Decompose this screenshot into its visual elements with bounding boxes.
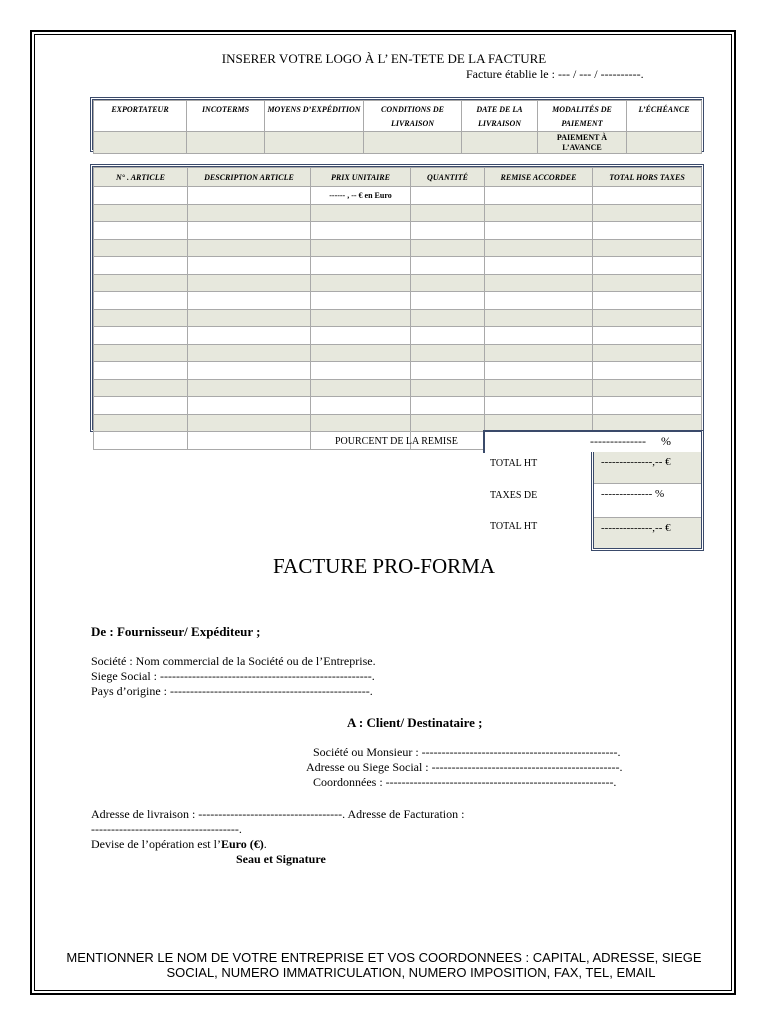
- item-cell[interactable]: [485, 397, 593, 415]
- table-row: [94, 327, 702, 345]
- item-cell[interactable]: [94, 239, 188, 257]
- client-company: Société ou Monsieur : -------------------------------------------------.: [313, 745, 621, 759]
- billing-address-line: -------------------------------------.: [91, 822, 242, 836]
- item-cell[interactable]: [485, 274, 593, 292]
- header-cell-description: DESCRIPTION ARTICLE: [188, 168, 311, 187]
- signature-label: Seau et Signature: [236, 852, 326, 866]
- item-cell[interactable]: [94, 379, 188, 397]
- item-cell[interactable]: [485, 414, 593, 432]
- table-row: [94, 362, 702, 380]
- total-ht-2-value[interactable]: --------------,-- €: [594, 518, 701, 548]
- table-row: [94, 257, 702, 275]
- value-cell-conditions-livraison[interactable]: [364, 132, 462, 154]
- item-cell[interactable]: [311, 257, 411, 275]
- item-cell[interactable]: [94, 432, 188, 450]
- item-cell[interactable]: [188, 432, 311, 450]
- header-cell-unit-price: PRIX UNITAIRE: [311, 168, 411, 187]
- item-cell[interactable]: [593, 222, 702, 240]
- item-cell[interactable]: [593, 274, 702, 292]
- table-row: [94, 292, 702, 310]
- shipping-terms-table: [90, 97, 704, 152]
- header-cell-article-number: N° . ARTICLE: [94, 168, 188, 187]
- item-cell[interactable]: [188, 257, 311, 275]
- shipping-header-row: [94, 101, 702, 132]
- header-cell-quantity: QUANTITÉ: [411, 168, 485, 187]
- item-cell[interactable]: [593, 187, 702, 205]
- item-cell[interactable]: [311, 379, 411, 397]
- client-contact: Coordonnées : ---------------------------------------------------------.: [313, 775, 617, 789]
- total-ht-2-label: TOTAL HT: [490, 521, 538, 532]
- item-cell[interactable]: [411, 414, 485, 432]
- item-cell[interactable]: [188, 379, 311, 397]
- shipping-value-row: [94, 132, 702, 154]
- table-row: [94, 204, 702, 222]
- table-row: [94, 309, 702, 327]
- header-cell-date-livraison: DATE DE LA LIVRAISON: [462, 101, 538, 132]
- delivery-address-line: Adresse de livraison : ------------------------------------. Adresse de Facturation :: [91, 807, 465, 821]
- item-cell[interactable]: [188, 362, 311, 380]
- item-cell[interactable]: [94, 362, 188, 380]
- value-cell-exportateur[interactable]: [94, 132, 187, 154]
- client-heading: A : Client/ Destinataire ;: [347, 715, 483, 730]
- item-cell[interactable]: [411, 204, 485, 222]
- item-cell[interactable]: [188, 397, 311, 415]
- value-cell-modalites-paiement[interactable]: PAIEMENT À L’AVANCE: [538, 132, 627, 154]
- table-row: [94, 414, 702, 432]
- item-cell[interactable]: [485, 344, 593, 362]
- client-address: Adresse ou Siege Social : -----------------------------------------------.: [306, 760, 623, 774]
- item-cell[interactable]: [94, 414, 188, 432]
- item-cell[interactable]: [593, 327, 702, 345]
- item-cell[interactable]: [311, 292, 411, 310]
- total-ht-label: TOTAL HT: [490, 458, 538, 469]
- logo-placeholder-text: INSERER VOTRE LOGO À L’ EN-TETE DE LA FACTURE: [221, 51, 547, 66]
- item-cell[interactable]: [311, 344, 411, 362]
- currency-prefix: Devise de l’opération est l’: [91, 837, 221, 851]
- item-cell[interactable]: [485, 187, 593, 205]
- item-cell[interactable]: [94, 257, 188, 275]
- header-cell-modalites-paiement: MODALITÉS DE PAIEMENT: [538, 101, 627, 132]
- item-cell[interactable]: [593, 397, 702, 415]
- total-ht-value[interactable]: --------------,-- €: [594, 452, 701, 484]
- item-cell[interactable]: [593, 309, 702, 327]
- item-cell[interactable]: [593, 362, 702, 380]
- item-cell[interactable]: [485, 257, 593, 275]
- value-cell-moyens-expedition[interactable]: [265, 132, 364, 154]
- items-header-row: [94, 168, 702, 187]
- currency-line: [91, 837, 267, 852]
- header-cell-moyens-expedition: MOYENS D’EXPÉDITION: [265, 101, 364, 132]
- item-cell[interactable]: [485, 292, 593, 310]
- item-cell[interactable]: [188, 274, 311, 292]
- footer-line-2: SOCIAL, NUMERO IMMATRICULATION, NUMERO IMPOSITION, FAX, TEL, EMAIL: [166, 965, 656, 980]
- table-row: [94, 274, 702, 292]
- item-cell[interactable]: [593, 257, 702, 275]
- item-cell[interactable]: [188, 344, 311, 362]
- item-cell[interactable]: [311, 397, 411, 415]
- supplier-company: Société : Nom commercial de la Société ou de l’Entreprise.: [91, 654, 376, 668]
- item-cell[interactable]: [311, 204, 411, 222]
- item-cell[interactable]: [188, 239, 311, 257]
- invoice-date-line: Facture établie le : --- / --- / ----------.: [466, 67, 644, 81]
- item-cell[interactable]: [411, 274, 485, 292]
- item-cell[interactable]: [411, 327, 485, 345]
- taxes-label: TAXES DE: [490, 490, 538, 501]
- item-cell[interactable]: [485, 204, 593, 222]
- item-cell[interactable]: [94, 344, 188, 362]
- discount-percent-value: -------------- %: [590, 434, 671, 448]
- item-cell[interactable]: [485, 222, 593, 240]
- item-cell[interactable]: [593, 379, 702, 397]
- table-row: [94, 379, 702, 397]
- item-cell[interactable]: [311, 414, 411, 432]
- item-cell[interactable]: [485, 362, 593, 380]
- unit-price-hint[interactable]: ------ , -- € en Euro: [311, 187, 411, 205]
- item-cell[interactable]: [94, 309, 188, 327]
- item-cell[interactable]: [411, 222, 485, 240]
- item-cell[interactable]: [94, 327, 188, 345]
- value-cell-echeance[interactable]: [627, 132, 702, 154]
- item-cell[interactable]: [94, 292, 188, 310]
- item-cell[interactable]: [411, 309, 485, 327]
- header-cell-discount: REMISE ACCORDEE: [485, 168, 593, 187]
- item-cell[interactable]: [188, 309, 311, 327]
- item-cell[interactable]: [94, 397, 188, 415]
- table-row: [94, 344, 702, 362]
- item-cell[interactable]: [593, 204, 702, 222]
- item-cell[interactable]: [411, 362, 485, 380]
- item-cell[interactable]: [411, 257, 485, 275]
- item-cell[interactable]: [94, 222, 188, 240]
- taxes-value[interactable]: -------------- %: [594, 484, 701, 518]
- table-row: [94, 222, 702, 240]
- header-cell-total-excl-tax: TOTAL HORS TAXES: [593, 168, 702, 187]
- value-cell-incoterms[interactable]: [187, 132, 265, 154]
- item-cell[interactable]: [411, 239, 485, 257]
- item-cell[interactable]: [411, 292, 485, 310]
- supplier-heading: De : Fournisseur/ Expéditeur ;: [91, 624, 261, 639]
- value-cell-date-livraison[interactable]: [462, 132, 538, 154]
- header-cell-exportateur: EXPORTATEUR: [94, 101, 187, 132]
- item-cell[interactable]: [188, 327, 311, 345]
- item-cell[interactable]: [188, 222, 311, 240]
- item-cell[interactable]: [94, 274, 188, 292]
- item-cell[interactable]: [485, 239, 593, 257]
- header-cell-conditions-livraison: CONDITIONS DE LIVRAISON: [364, 101, 462, 132]
- item-cell[interactable]: [411, 397, 485, 415]
- item-cell[interactable]: [593, 239, 702, 257]
- document-title: FACTURE PRO-FORMA: [273, 554, 495, 578]
- table-row: [94, 397, 702, 415]
- table-row: [94, 187, 702, 205]
- items-table: [90, 164, 704, 432]
- item-cell[interactable]: [311, 309, 411, 327]
- item-cell[interactable]: [485, 327, 593, 345]
- currency-value: Euro (€): [220, 837, 264, 851]
- item-cell[interactable]: [593, 292, 702, 310]
- currency-suffix: .: [263, 837, 267, 851]
- item-cell[interactable]: [485, 309, 593, 327]
- item-cell[interactable]: [311, 362, 411, 380]
- table-row: [94, 239, 702, 257]
- supplier-head-office: Siege Social : -----------------------------------------------------.: [91, 669, 375, 683]
- item-cell[interactable]: [311, 327, 411, 345]
- item-cell[interactable]: [188, 187, 311, 205]
- item-cell[interactable]: [411, 344, 485, 362]
- item-cell[interactable]: [593, 414, 702, 432]
- item-cell[interactable]: [188, 414, 311, 432]
- item-cell[interactable]: [593, 344, 702, 362]
- item-cell[interactable]: [411, 379, 485, 397]
- header-cell-echeance: L’ÉCHÉANCE: [627, 101, 702, 132]
- item-cell[interactable]: [94, 187, 188, 205]
- item-cell[interactable]: [188, 292, 311, 310]
- supplier-country: Pays d’origine : --------------------------------------------------.: [91, 684, 373, 698]
- item-cell[interactable]: [311, 222, 411, 240]
- totals-box: [591, 452, 704, 551]
- discount-percent-label: POURCENT DE LA REMISE: [335, 436, 458, 447]
- item-cell[interactable]: [94, 204, 188, 222]
- item-cell[interactable]: [411, 187, 485, 205]
- item-cell[interactable]: [485, 379, 593, 397]
- item-cell[interactable]: [188, 204, 311, 222]
- header-cell-incoterms: INCOTERMS: [187, 101, 265, 132]
- item-cell[interactable]: [311, 239, 411, 257]
- footer-line-1: MENTIONNER LE NOM DE VOTRE ENTREPRISE ET VOS COORDONNEES : CAPITAL, ADRESSE, SIEGE: [66, 950, 702, 965]
- item-cell[interactable]: [311, 274, 411, 292]
